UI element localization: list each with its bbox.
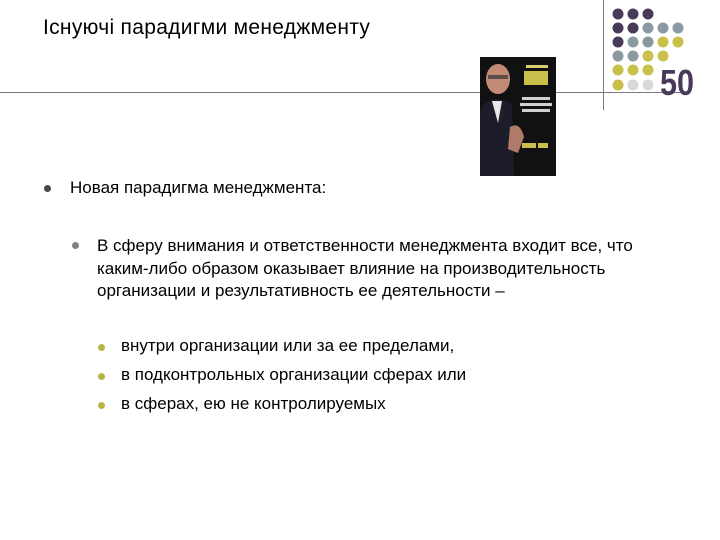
bullet-icon [98,373,105,380]
slide-number: 50 [660,62,695,103]
level2-text: В сферу внимания и ответственности менеджмента входит все, что каким-либо образом оказывает влияние на производительность организации и результативность ее деятельности – [97,236,633,300]
bullet-icon [72,242,79,249]
bullet-icon [98,402,105,409]
bullet-icon [98,344,105,351]
bullet-icon [44,185,51,192]
book-cover-image [480,57,556,176]
level3-item: в подконтрольных организации сферах или [121,365,467,384]
level1-text: Новая парадигма менеджмента: [70,178,327,197]
horizontal-divider [0,92,688,93]
vertical-divider [603,0,604,110]
level3-item: внутри организации или за ее пределами, [121,336,455,355]
slide-title: Існуючі парадигми менеджменту [43,16,371,39]
level3-item: в сферах, ею не контролируемых [121,394,386,413]
